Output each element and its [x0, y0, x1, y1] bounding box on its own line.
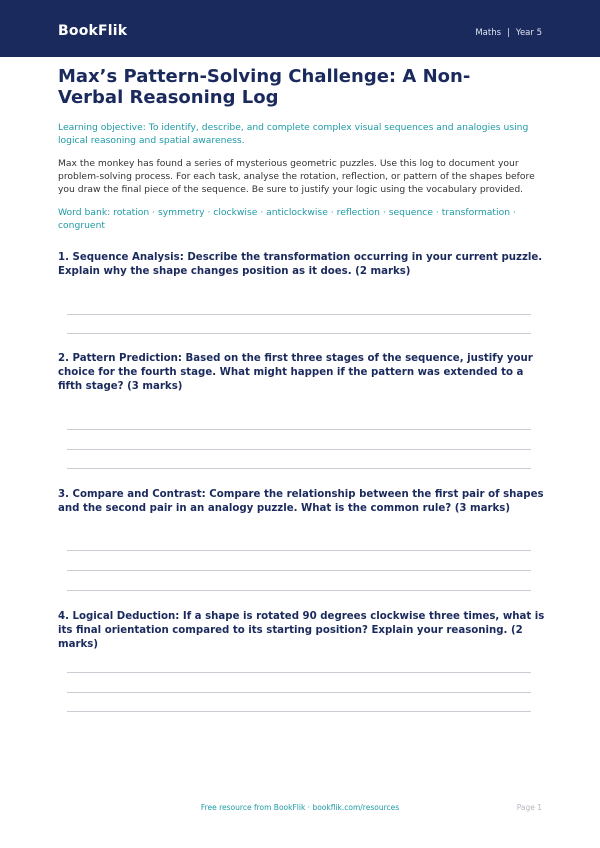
question-4: 4. Logical Deduction: If a shape is rotated 90 degrees clockwise three times, what is its final orientation compared to its starting position? Explain your reasoning. (2 marks) — [58, 611, 545, 650]
answer-line[interactable] — [67, 692, 531, 693]
subject-breadcrumb — [475, 28, 542, 38]
answer-line[interactable] — [67, 314, 531, 315]
word-bank: Word bank: rotation · symmetry · clockwise · anticlockwise · reflection · sequence · transformation · congruent — [58, 207, 516, 231]
answer-line[interactable] — [67, 429, 531, 430]
learning-objective: Learning objective: To identify, describe, and complete complex visual sequences and analogies using logical reasoning and spatial awareness. — [58, 122, 529, 146]
answer-line[interactable] — [67, 672, 531, 673]
answer-line[interactable] — [67, 449, 531, 450]
subject-label: Maths — [475, 28, 502, 38]
answer-line[interactable] — [67, 333, 531, 334]
question-1: 1. Sequence Analysis: Describe the transformation occurring in your current puzzle. Explain why the shape changes position as it does. (2 marks) — [58, 252, 543, 277]
answer-line[interactable] — [67, 590, 531, 591]
answer-line[interactable] — [67, 550, 531, 551]
answer-line[interactable] — [67, 711, 531, 712]
question-2: 2. Pattern Prediction: Based on the first three stages of the sequence, justify your choice for the fourth stage. What might happen if the pattern was extended to a fifth stage? (3 marks) — [58, 353, 533, 392]
header-bar — [0, 0, 600, 57]
breadcrumb-separator: | — [507, 28, 510, 38]
worksheet-title: Max’s Pattern-Solving Challenge: A Non-Verbal Reasoning Log — [58, 66, 471, 108]
question-3: 3. Compare and Contrast: Compare the relationship between the first pair of shapes and the second pair in an analogy puzzle. What is the common rule? (3 marks) — [58, 489, 544, 514]
page-number: Page 1 — [516, 803, 542, 812]
year-label: Year 5 — [515, 28, 542, 38]
answer-line[interactable] — [67, 570, 531, 571]
answer-line[interactable] — [67, 468, 531, 469]
intro-paragraph: Max the monkey has found a series of mysterious geometric puzzles. Use this log to document your problem-solving process. For each task, analyse the rotation, reflection, or pattern of the shapes before you draw the final piece of the sequence. Be sure to justify your logic using the vocabulary provided. — [58, 158, 535, 195]
brand-logo[interactable]: BookFlik — [58, 23, 128, 39]
footer-link[interactable]: Free resource from BookFlik · bookflik.com/resources — [200, 803, 400, 812]
